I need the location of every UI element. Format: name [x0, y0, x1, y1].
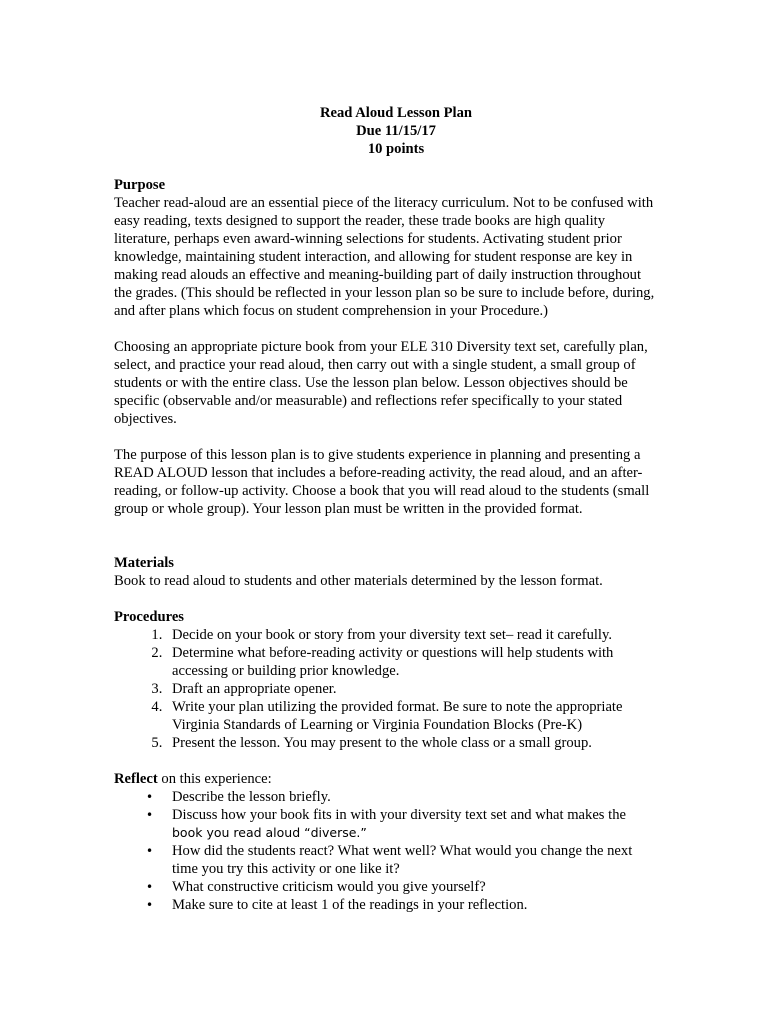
procedure-item: 5. Present the lesson. You may present to the whole class or a small group. — [166, 734, 658, 752]
reflect-item: • What constructive criticism would you give yourself? — [146, 879, 486, 895]
bullet-icon: • — [146, 844, 154, 858]
materials-text: Book to read aloud to students and other materials determined by the lesson format. — [114, 573, 603, 589]
reflect-heading-rest: on this experience: — [157, 771, 272, 787]
reflect-item: • How did the students react? What went well? What would you change the next time you try this activity or one like it? — [146, 843, 633, 877]
reflect-item: • Make sure to cite at least 1 of the readings in your reflection. — [146, 897, 528, 913]
procedure-item: 1. Decide on your book or story from your diversity text set– read it carefully. — [166, 626, 658, 644]
procedure-item: 2. Determine what before-reading activity or questions will help students with accessing or building prior knowledge. — [166, 644, 658, 680]
reflect-item: • Discuss how your book fits in with your diversity text set and what makes the book you read aloud “diverse.” — [146, 807, 626, 840]
materials-section — [114, 554, 658, 590]
procedures-heading: Procedures — [114, 609, 184, 625]
bullet-icon: • — [146, 898, 154, 912]
reflect-heading-line — [114, 770, 658, 788]
purpose-paragraph-3: The purpose of this lesson plan is to give students experience in planning and presenting a READ ALOUD lesson that includes a before-reading activity, the read aloud, and an after-reading, or follow-up activity. Choose a book that you will read aloud to the students (small group or whole group). Your lesson plan must be written in the provided format. — [114, 447, 650, 517]
materials-heading: Materials — [114, 555, 174, 571]
reflect-heading: Reflect — [114, 771, 158, 787]
due-date: Due 11/15/17 — [356, 123, 436, 139]
reflect-item-continuation: book you read aloud “diverse.” — [172, 825, 367, 840]
procedures-section — [114, 608, 658, 752]
document-title: Read Aloud Lesson Plan — [319, 105, 473, 121]
reflect-item: • Describe the lesson briefly. — [146, 789, 331, 805]
bullet-icon: • — [146, 880, 154, 894]
purpose-heading: Purpose — [114, 177, 166, 193]
bullet-icon: • — [146, 808, 154, 822]
purpose-section — [114, 176, 658, 518]
purpose-paragraph-1: Teacher read-aloud are an essential piece of the literacy curriculum. Not to be confused with easy reading, texts designed to support the reader, these trade books are high quality literature, perhaps even award-winning selections for students. Activating student prior knowledge, maintaining student interaction, and allowing for student response are key in making read alouds an effective and meaning-building part of daily instruction throughout the grades. (This should be reflected in your lesson plan so be sure to include before, during, and after plans which focus on student comprehension in your Procedure.) — [114, 195, 655, 319]
reflect-list — [114, 788, 658, 914]
document-page — [114, 104, 658, 914]
procedure-item: 4. Write your plan utilizing the provided format. Be sure to note the appropriate Virginia Standards of Learning or Virginia Foundation Blocks (Pre-K) — [166, 698, 658, 734]
procedure-item: 3. Draft an appropriate opener. — [166, 680, 658, 698]
title-block — [134, 104, 658, 158]
points-value: 10 points — [367, 141, 425, 157]
bullet-icon: • — [146, 790, 154, 804]
procedures-list — [114, 626, 658, 752]
purpose-paragraph-2: Choosing an appropriate picture book from your ELE 310 Diversity text set, carefully plan, select, and practice your read aloud, then carry out with a single student, a small group of students or with the entire class. Use the lesson plan below. Lesson objectives should be specific (observable and/or measurable) and reflections refer specifically to your stated objectives. — [114, 339, 648, 427]
reflect-section — [114, 770, 658, 914]
